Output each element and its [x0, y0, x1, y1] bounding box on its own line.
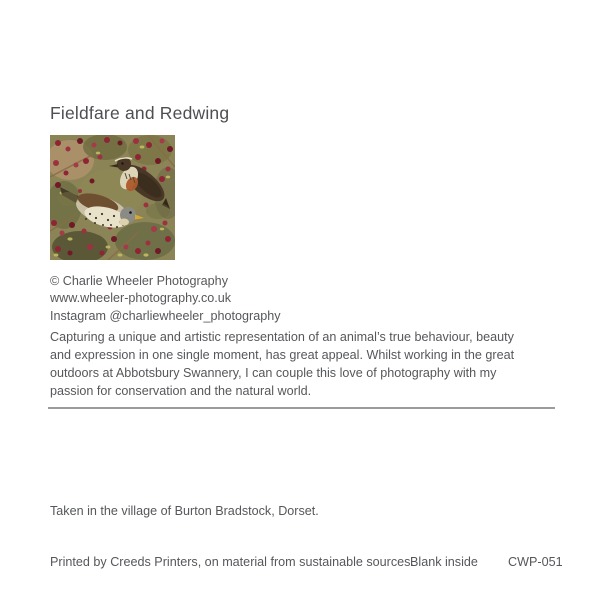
photographer-credits: [50, 273, 281, 325]
description-line: outdoors at Abbotsbury Swannery, I can couple this love of photography with my: [50, 366, 497, 380]
credit-instagram: Instagram @charliewheeler_photography: [50, 308, 281, 323]
credit-website: www.wheeler-photography.co.uk: [50, 291, 232, 306]
bird-photo: [50, 135, 175, 260]
description-line: and expression in one single moment, has great appeal. Whilst working in the great: [50, 348, 515, 362]
description-line: passion for conservation and the natural world.: [50, 384, 312, 398]
description-line: Capturing a unique and artistic representation of an animal’s true behaviour, beauty: [50, 330, 514, 344]
location-note: Taken in the village of Burton Bradstock, Dorset.: [50, 504, 319, 518]
product-code: CWP-051: [508, 555, 563, 569]
printer-note: Printed by Creeds Printers, on material from sustainable sources.: [50, 555, 414, 569]
page-title: Fieldfare and Redwing: [50, 103, 230, 123]
credit-copyright: © Charlie Wheeler Photography: [50, 274, 228, 288]
blank-inside-label: Blank inside: [410, 555, 478, 569]
horizontal-divider: [48, 407, 555, 409]
description-paragraph: [50, 328, 514, 400]
